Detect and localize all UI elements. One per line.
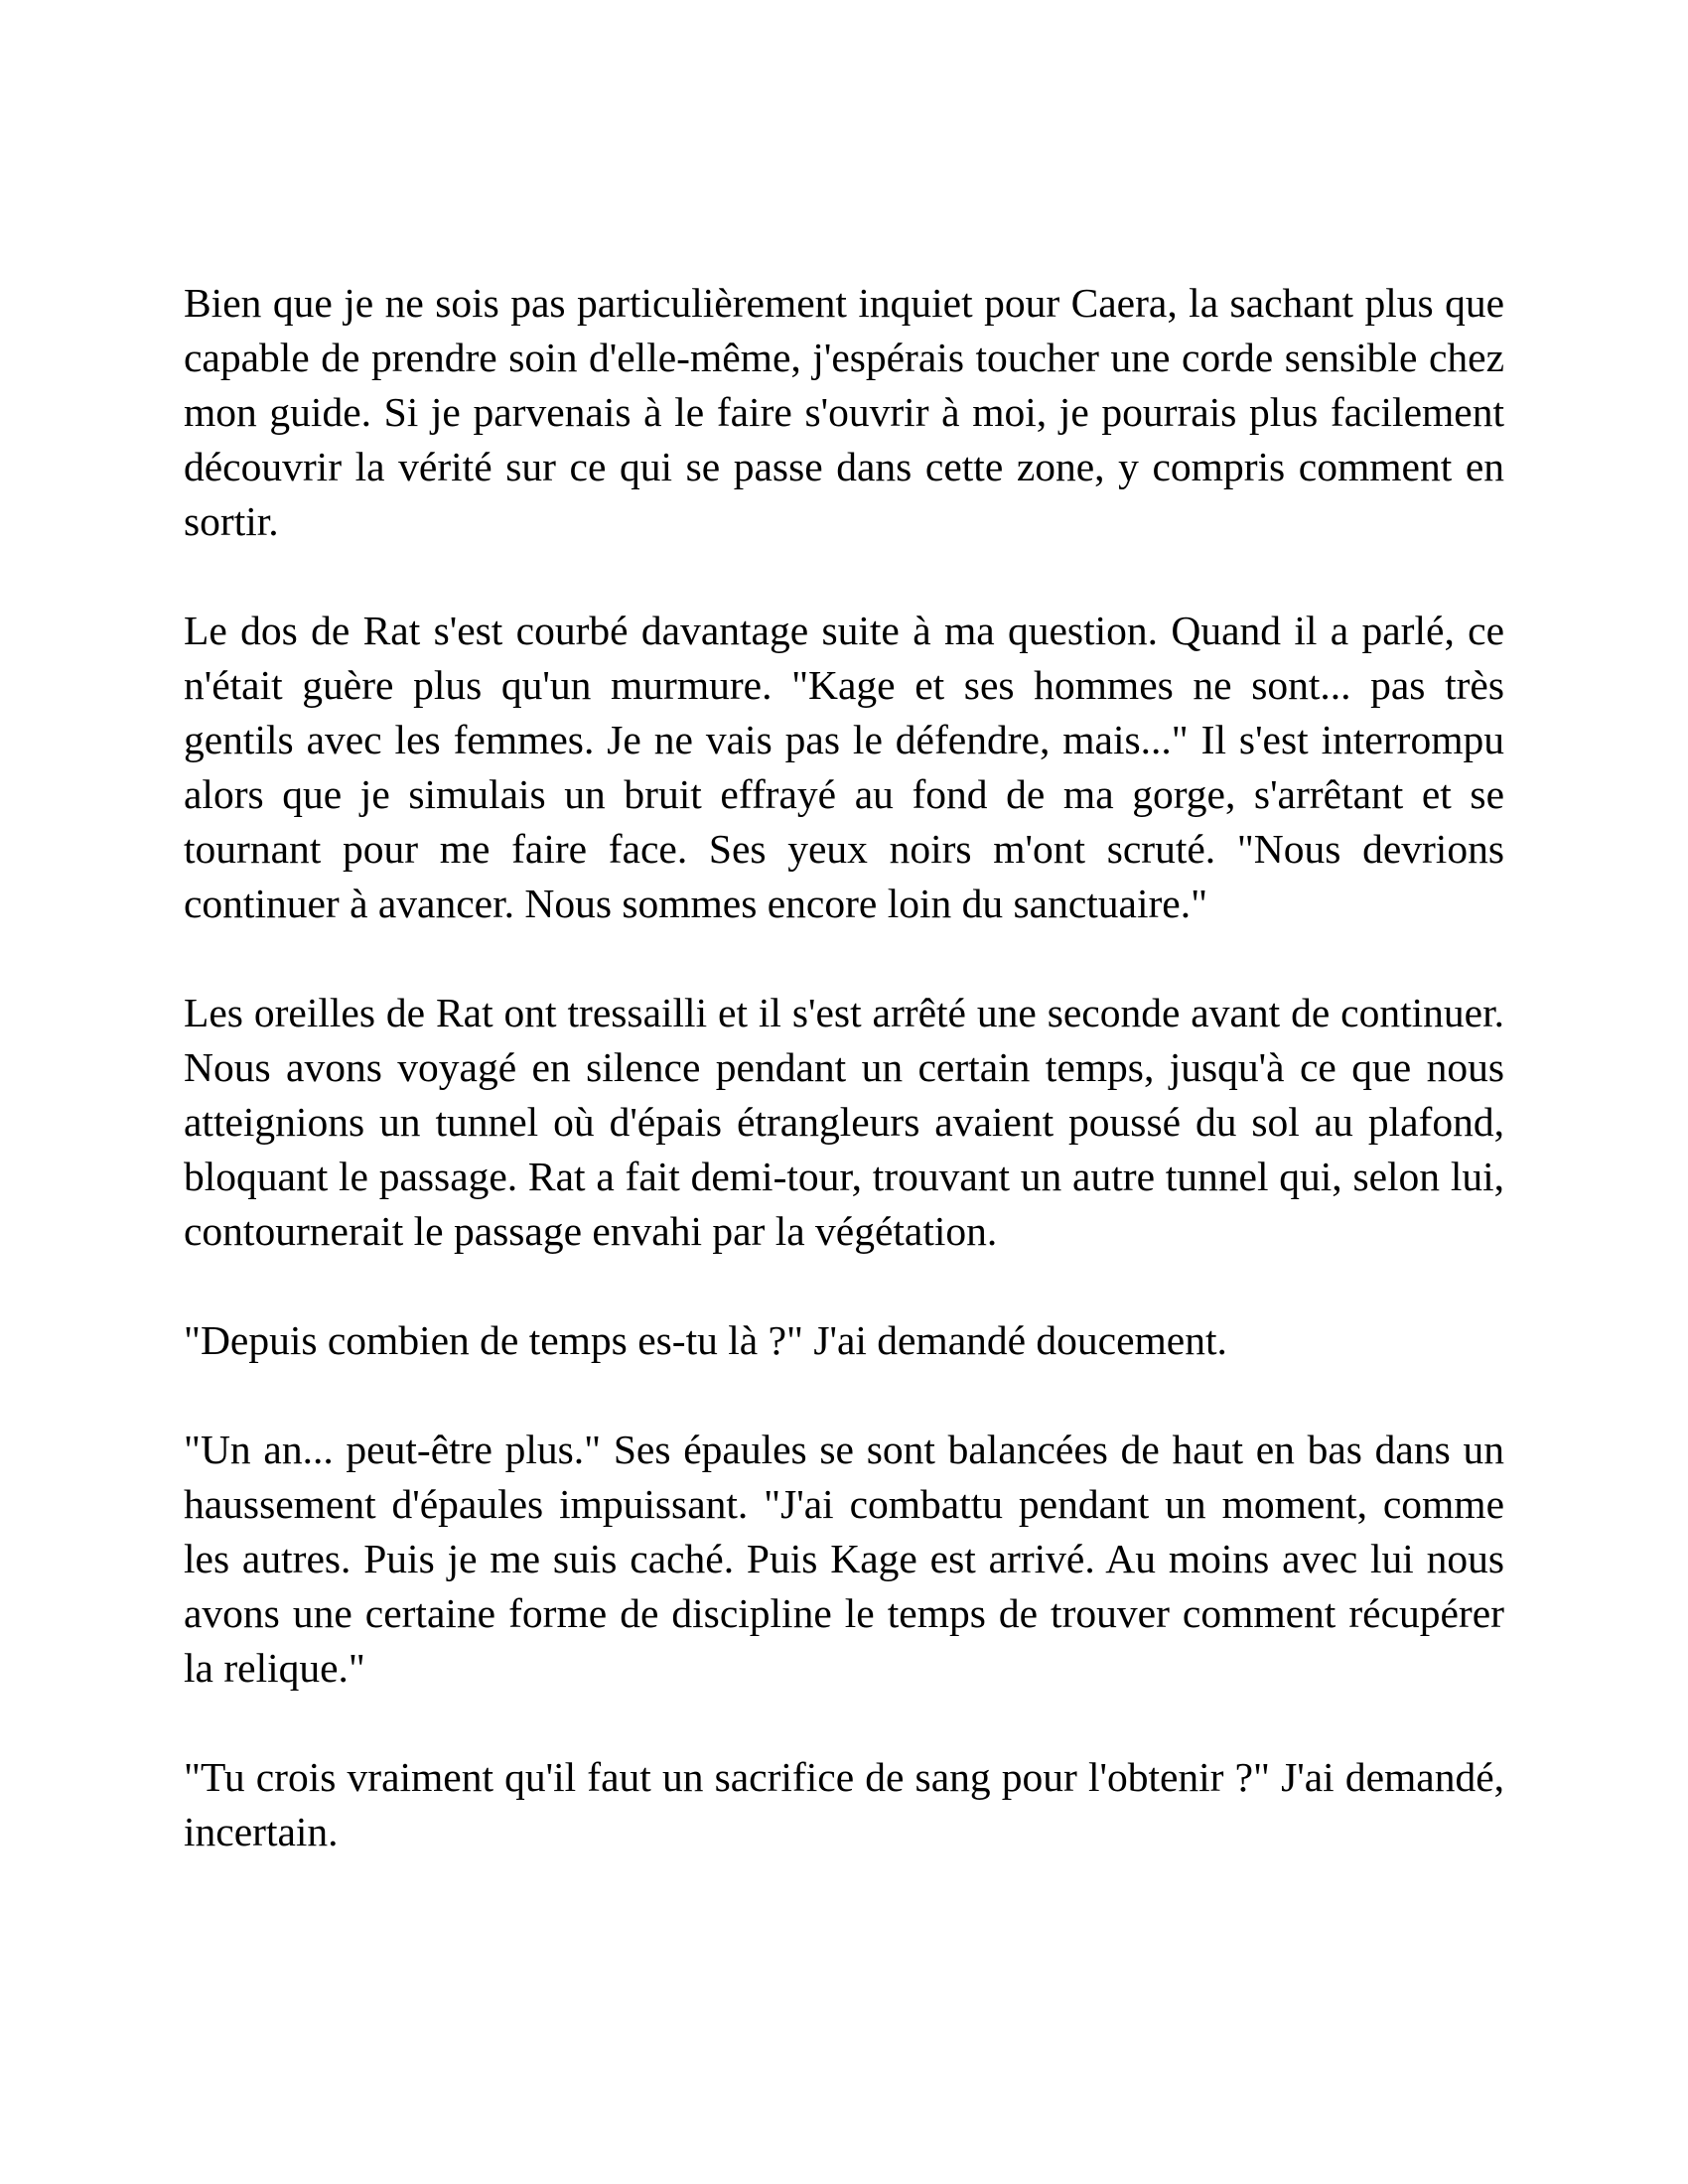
paragraph-4: "Depuis combien de temps es-tu là ?" J'ai demandé doucement. bbox=[184, 1317, 1227, 1363]
paragraph-6: "Tu crois vraiment qu'il faut un sacrifice de sang pour l'obtenir ?" J'ai demandé, incertain. bbox=[184, 1754, 1504, 1854]
paragraph-2: Le dos de Rat s'est courbé davantage suite à ma question. Quand il a parlé, ce n'était guère plus qu'un murmure. "Kage et ses hommes ne sont... pas très gentils avec les femmes. Je ne vais pas le défendre, mais..." Il s'est interrompu alors que je simulais un bruit effrayé au fond de ma gorge, s'arrêtant et se tournant pour me faire face. Ses yeux noirs m'ont scruté. "Nous devrions continuer à avancer. Nous sommes encore loin du sanctuaire." bbox=[184, 608, 1504, 926]
paragraph-3: Les oreilles de Rat ont tressailli et il s'est arrêté une seconde avant de continuer. Nous avons voyagé en silence pendant un certain temps, jusqu'à ce que nous atteignions un tunnel où d'épais étrangleurs avaient poussé du sol au plafond, bloquant le passage. Rat a fait demi-tour, trouvant un autre tunnel qui, selon lui, contournerait le passage envahi par la végétation. bbox=[184, 990, 1504, 1254]
paragraph-5: "Un an... peut-être plus." Ses épaules se sont balancées de haut en bas dans un haussement d'épaules impuissant. "J'ai combattu pendant un moment, comme les autres. Puis je me suis caché. Puis Kage est arrivé. Au moins avec lui nous avons une certaine forme de discipline le temps de trouver comment récupérer la relique." bbox=[184, 1427, 1504, 1691]
paragraph-1: Bien que je ne sois pas particulièrement inquiet pour Caera, la sachant plus que capable de prendre soin d'elle-même, j'espérais toucher une corde sensible chez mon guide. Si je parvenais à le faire s'ouvrir à moi, je pourrais plus facilement découvrir la vérité sur ce qui se passe dans cette zone, y compris comment en sortir. bbox=[184, 280, 1504, 544]
